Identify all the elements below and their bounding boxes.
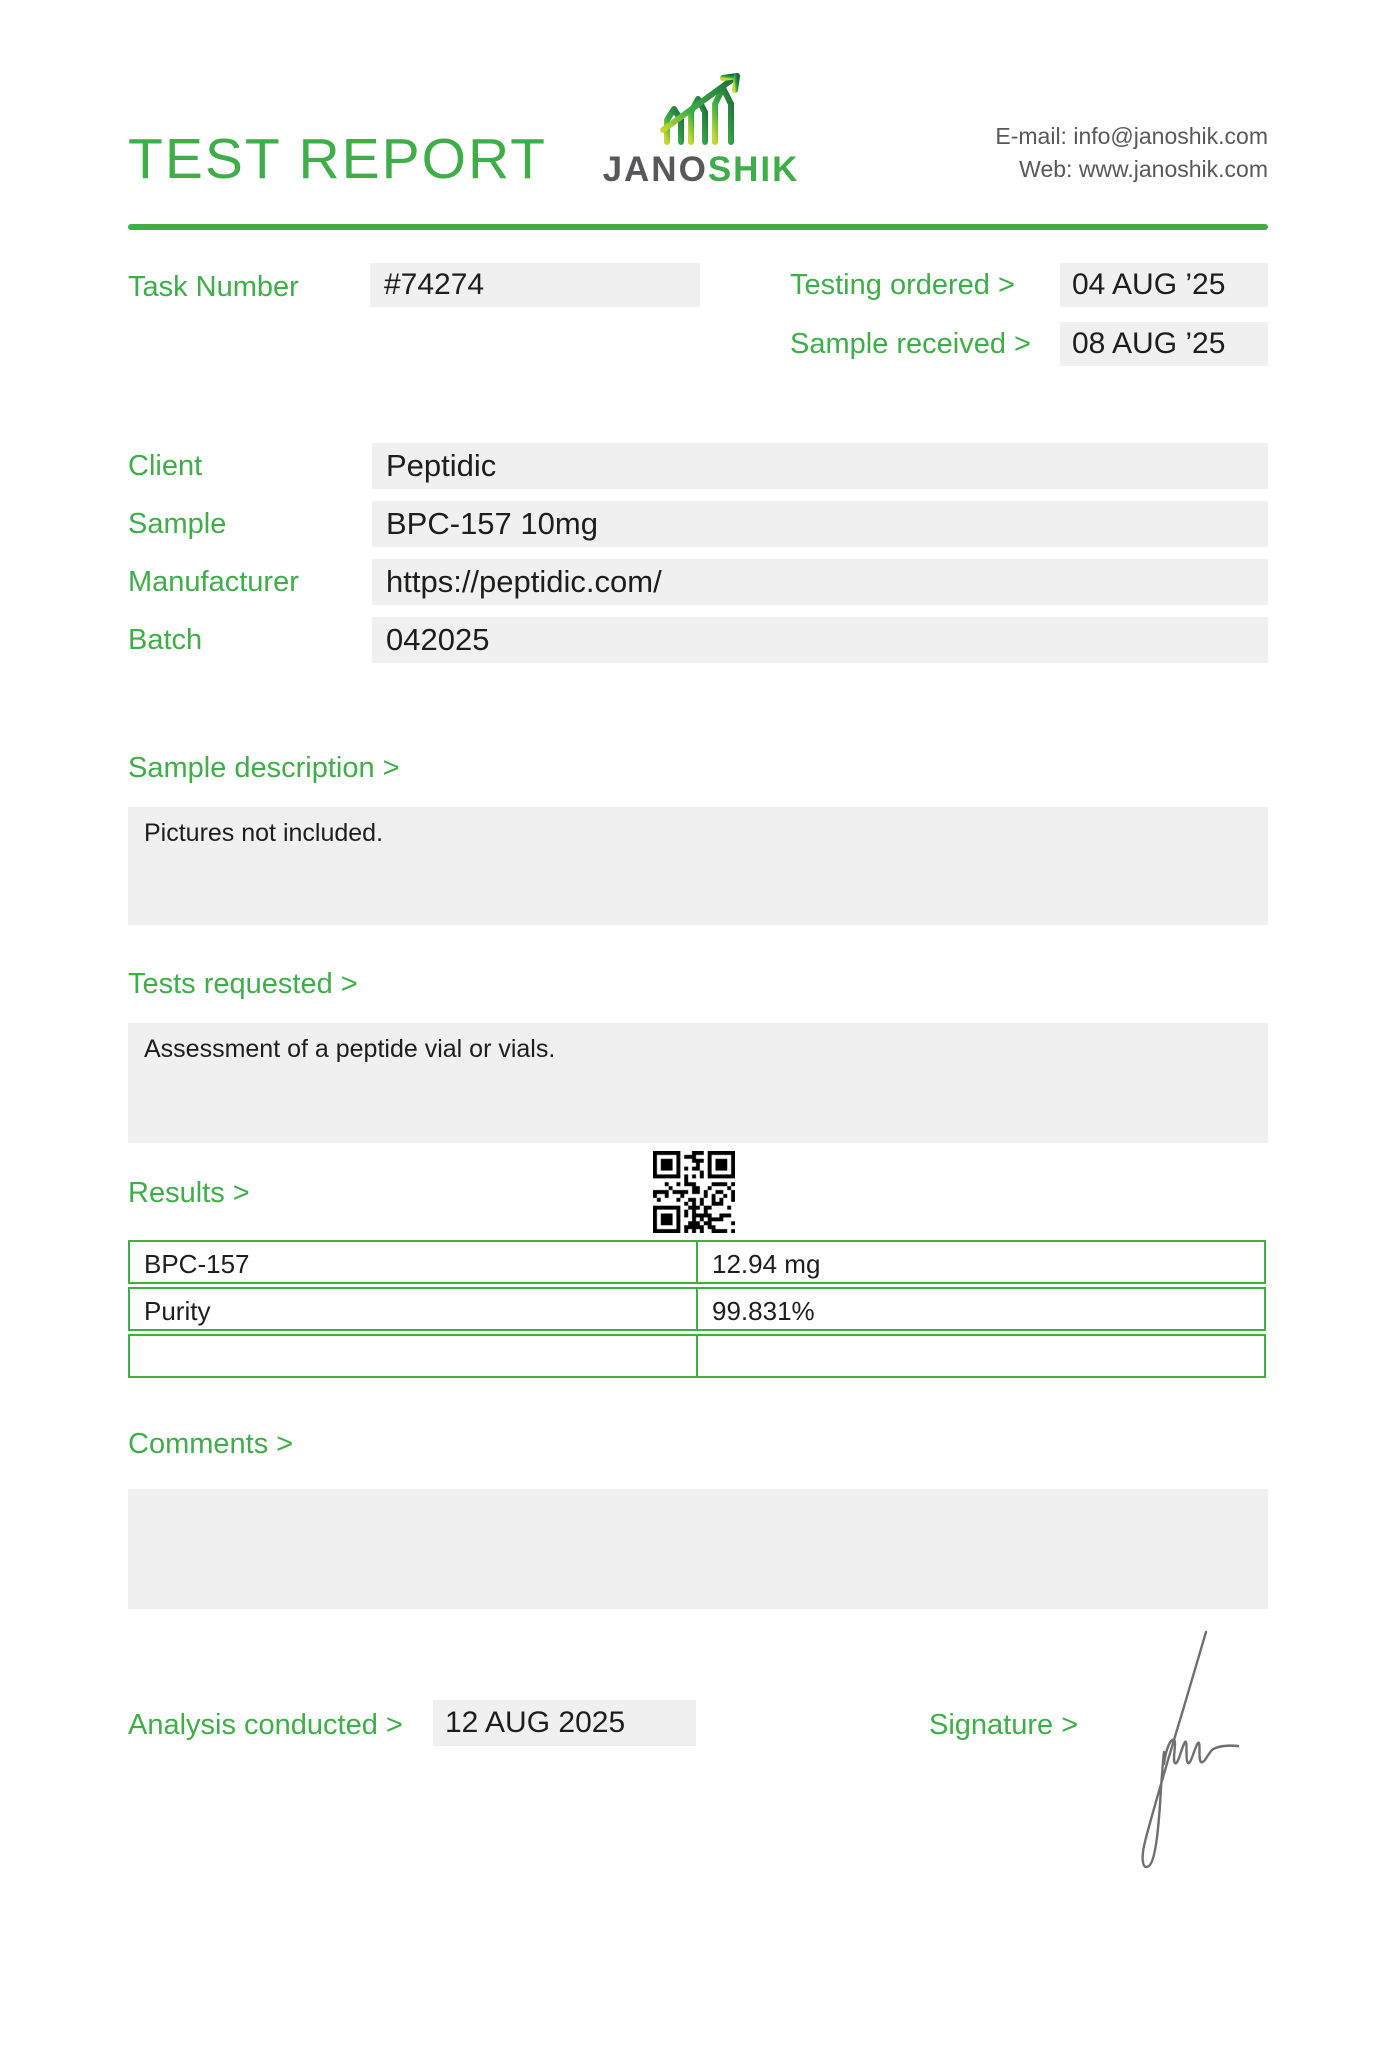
tests-requested-heading: Tests requested >	[128, 968, 358, 1000]
testing-ordered-label: Testing ordered >	[790, 269, 1015, 301]
sample-received-row	[790, 322, 1268, 366]
task-number-value: #74274	[370, 263, 700, 307]
logo-jano: JANO	[602, 150, 708, 189]
sample-description-heading: Sample description >	[128, 752, 400, 784]
manufacturer-label: Manufacturer	[128, 566, 299, 598]
contact-web: Web: www.janoshik.com	[1019, 156, 1268, 182]
testing-ordered-row	[790, 263, 1268, 307]
tests-requested-box: Assessment of a peptide vial or vials.	[128, 1023, 1268, 1143]
table-row	[128, 1287, 1268, 1331]
testing-ordered-value: 04 AUG ’25	[1060, 263, 1268, 307]
batch-label: Batch	[128, 624, 203, 656]
signature-scribble	[1118, 1628, 1248, 1886]
sample-description-box: Pictures not included.	[128, 807, 1268, 925]
batch-value: 042025	[372, 617, 1268, 663]
janoshik-logo	[596, 68, 806, 190]
sample-received-value: 08 AUG ’25	[1060, 322, 1268, 366]
qr-code	[653, 1151, 735, 1233]
result-value-cell: 99.831%	[696, 1287, 1266, 1331]
result-value-cell: 12.94 mg	[696, 1240, 1266, 1284]
header-divider	[128, 224, 1268, 230]
table-row	[128, 1240, 1268, 1284]
dates-block	[790, 263, 1268, 381]
client-value: Peptidic	[372, 443, 1268, 489]
contact-info	[995, 120, 1268, 186]
bar-chart-growth-icon	[651, 68, 751, 146]
analysis-conducted-label: Analysis conducted >	[128, 1709, 403, 1741]
sample-value: BPC-157 10mg	[372, 501, 1268, 547]
table-row	[128, 1334, 1268, 1378]
client-label: Client	[128, 450, 203, 482]
comments-box	[128, 1489, 1268, 1609]
result-value-cell	[696, 1334, 1266, 1378]
sample-received-label: Sample received >	[790, 328, 1031, 360]
results-heading: Results >	[128, 1177, 250, 1209]
result-name-cell: BPC-157	[128, 1240, 698, 1284]
task-number-label: Task Number	[128, 271, 299, 303]
sample-label: Sample	[128, 508, 227, 540]
page-title: TEST REPORT	[128, 127, 547, 191]
logo-shik: SHIK	[707, 150, 800, 189]
analysis-conducted-value: 12 AUG 2025	[433, 1700, 696, 1746]
manufacturer-value: https://peptidic.com/	[372, 559, 1268, 605]
comments-heading: Comments >	[128, 1428, 294, 1460]
logo-wordmark	[596, 150, 806, 190]
results-table	[128, 1240, 1268, 1381]
result-name-cell: Purity	[128, 1287, 698, 1331]
signature-label: Signature >	[929, 1709, 1079, 1741]
contact-email: E-mail: info@janoshik.com	[995, 123, 1268, 149]
result-name-cell	[128, 1334, 698, 1378]
